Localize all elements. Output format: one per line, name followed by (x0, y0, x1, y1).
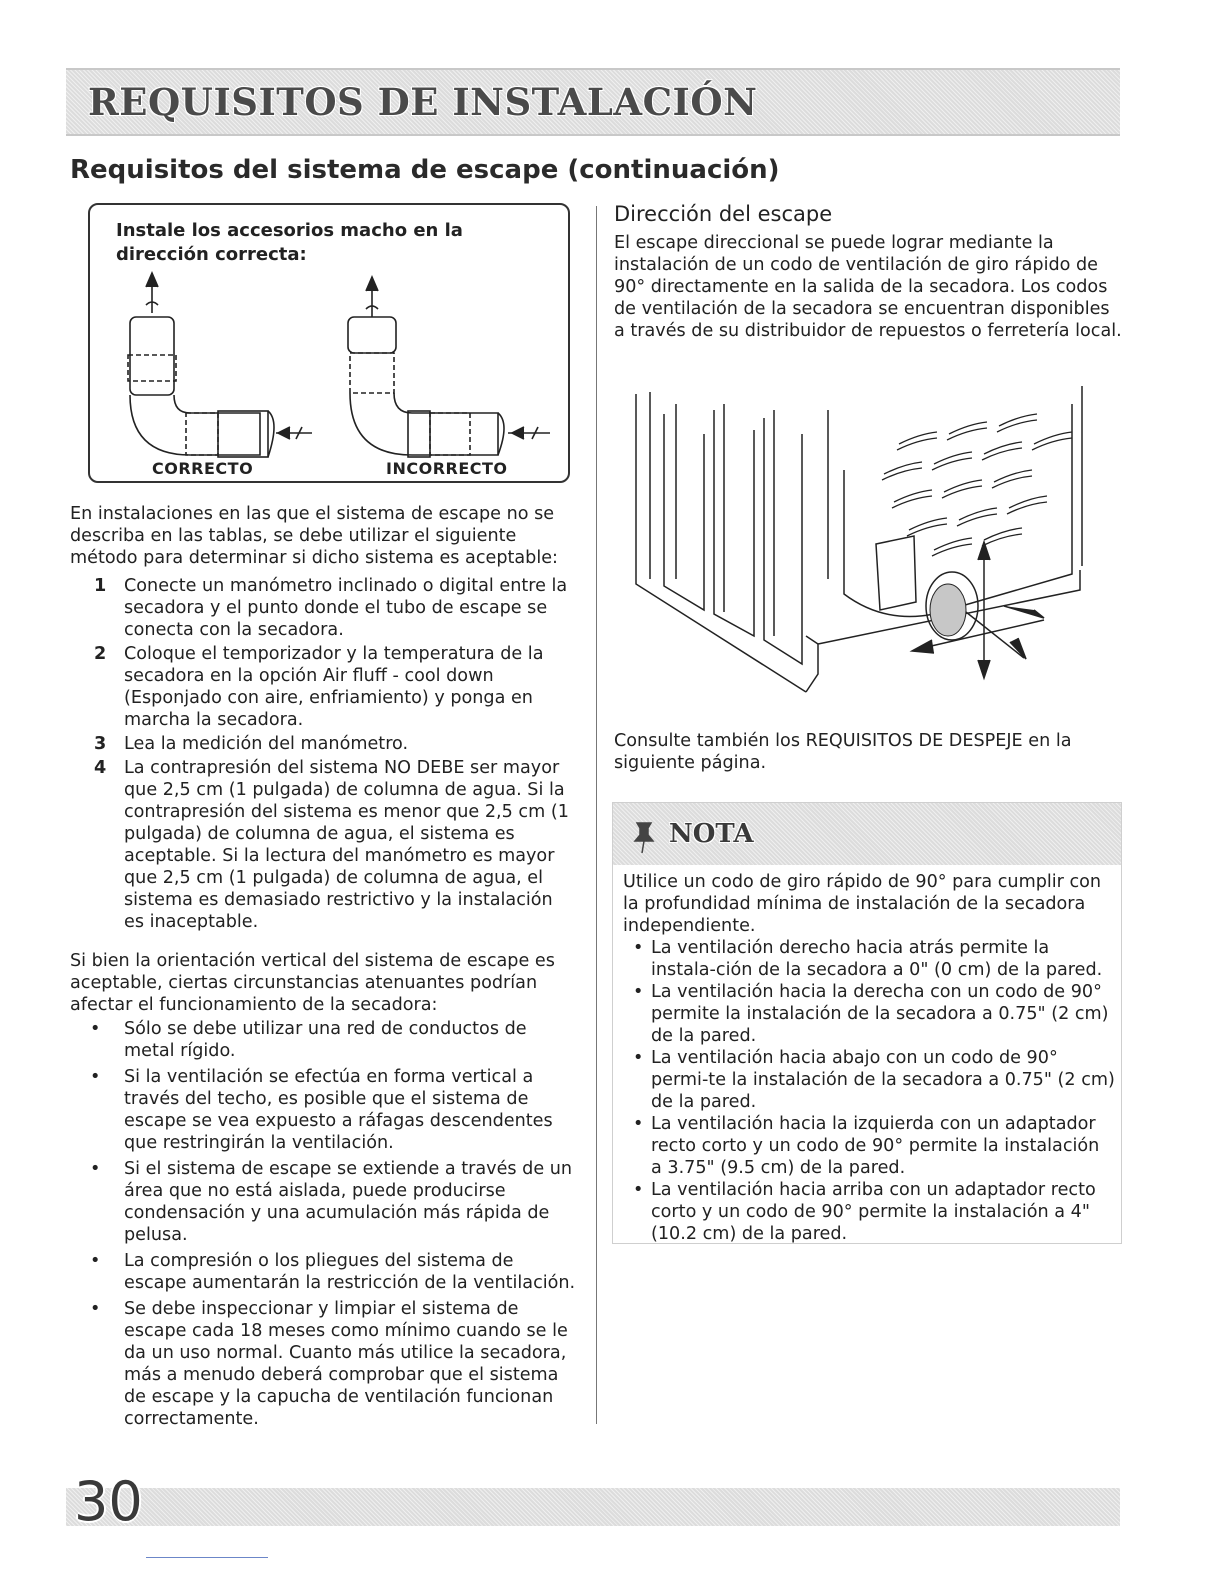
footer-divider (146, 1557, 268, 1558)
note-box (612, 802, 1122, 1244)
label-incorrect: INCORRECTO (386, 459, 508, 478)
figure-caption: Instale los accesorios macho en la dirección correcta: (116, 220, 463, 265)
page-number: 30 (74, 1470, 143, 1533)
note-title: NOTA (669, 819, 754, 849)
list-item: • La ventilación hacia arriba con un adaptador recto corto y un codo de 90° permite la instalación a 4" (10.2 cm) de la pared. (633, 1180, 1096, 1244)
correct-elbow-drawing (128, 273, 312, 457)
label-correct: CORRECTO (152, 459, 254, 478)
list-item: 4 La contrapresión del sistema NO DEBE ser mayor que 2,5 cm (1 pulgada) de columna de agua. Si la contrapresión del sistema es menor que 2,5 cm (1 pulgada) de columna de agua, el sistema es aceptable. Si la lectura del manómetro es mayor que 2,5 cm (1 pulgada) de columna de agua, el sistema es demasiado restrictivo y la instalación es inaceptable. (94, 758, 569, 932)
duct-direction-figure (88, 203, 570, 483)
vertical-intro-paragraph: Si bien la orientación vertical del sistema de escape es aceptable, ciertas circunstancias atenuantes podrían afectar el funcionamiento de la secadora: (70, 951, 555, 1015)
list-item: • Si la ventilación se efectúa en forma vertical a través del techo, es posible que el sistema de escape se vea expuesto a ráfagas descendentes que restringirán la ventilación. (90, 1067, 553, 1153)
test-steps-list (70, 575, 570, 935)
pushpin-icon (629, 819, 659, 855)
vertical-conditions-list (70, 1018, 580, 1434)
incorrect-elbow-drawing (348, 277, 550, 457)
list-item: • La ventilación hacia abajo con un codo de 90° permi-te la instalación de la secadora a 0.75" (2 cm) de la pared. (633, 1048, 1115, 1112)
list-item: • La ventilación hacia la izquierda con un adaptador recto corto y un codo de 90° permite la instalación a 3.75" (9.5 cm) de la pared. (633, 1114, 1100, 1178)
intro-paragraph: En instalaciones en las que el sistema de escape no se describa en las tablas, se debe utilizar el siguiente método para determinar si dicho sistema es aceptable: (70, 504, 558, 568)
exhaust-direction-body: El escape direccional se puede lograr mediante la instalación de un codo de ventilación de giro rápido de 90° directamente en la salida de la secadora. Los codos de ventilación de la secadora se encuentran disponibles a través de su distribuidor de repuestos o ferretería local. (614, 233, 1122, 341)
header-banner (66, 68, 1120, 136)
list-item: 1 Conecte un manómetro inclinado o digital entre la secadora y el punto donde el tubo de escape se conecta con la secadora. (94, 576, 568, 640)
dryer-exhaust-illustration (614, 374, 1094, 694)
list-item: • Sólo se debe utilizar una red de conductos de metal rígido. (90, 1019, 527, 1061)
column-divider (596, 206, 597, 1424)
list-item: • La ventilación hacia la derecha con un codo de 90° permite la instalación de la secadora a 0.75" (2 cm) de la pared. (633, 982, 1109, 1046)
list-item: 3 Lea la medición del manómetro. (94, 734, 409, 754)
note-intro: Utilice un codo de giro rápido de 90° para cumplir con la profundidad mínima de instalación de la secadora independiente. (623, 872, 1102, 936)
list-item: • La ventilación derecho hacia atrás permite la instala-ción de la secadora a 0" (0 cm) de la pared. (633, 938, 1103, 980)
exhaust-direction-heading: Dirección del escape (614, 202, 833, 226)
note-header (613, 803, 1121, 865)
banner-title: REQUISITOS DE INSTALACIÓN (88, 80, 758, 124)
list-item: • Si el sistema de escape se extiende a través de un área que no está aislada, puede producirse condensación y una acumulación más rápida de pelusa. (90, 1159, 573, 1245)
list-item: • La compresión o los pliegues del sistema de escape aumentarán la restricción de la ventilación. (90, 1251, 576, 1293)
footer-bar (66, 1488, 1120, 1526)
list-item: 2 Coloque el temporizador y la temperatura de la secadora en la opción Air fluff - cool down (Esponjado con aire, enfriamiento) y ponga en marcha la secadora. (94, 644, 544, 730)
section-title: Requisitos del sistema de escape (continuación) (70, 155, 780, 185)
see-also-paragraph: Consulte también los REQUISITOS DE DESPEJE en la siguiente página. (614, 731, 1072, 773)
list-item: • Se debe inspeccionar y limpiar el sistema de escape cada 18 meses como mínimo cuando se le da un uso normal. Cuanto más utilice la secadora, más a menudo deberá comprobar que el sistema de escape y la capucha de ventilación funcionan correctamente. (90, 1299, 568, 1429)
note-list (623, 937, 1115, 1245)
